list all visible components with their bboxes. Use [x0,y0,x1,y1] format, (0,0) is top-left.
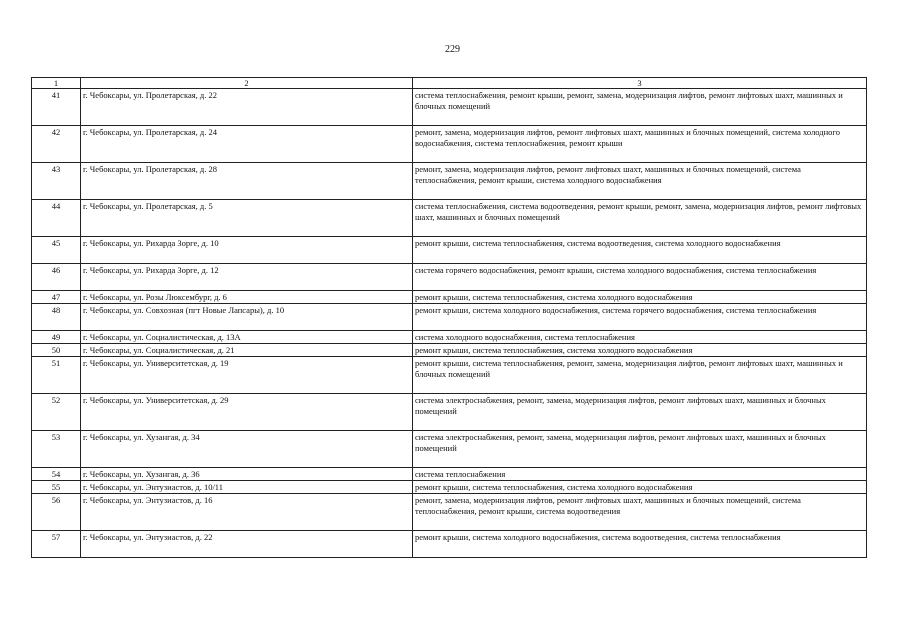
row-address: г. Чебоксары, ул. Пролетарская, д. 5 [81,200,413,237]
row-works: ремонт крыши, система теплоснабжения, система холодного водоснабжения [413,481,867,494]
row-works: система холодного водоснабжения, система теплоснабжения [413,331,867,344]
table-row [32,163,867,200]
row-number: 56 [32,494,81,531]
column-header-address: 2 [81,78,413,89]
table-row [32,394,867,431]
row-number: 47 [32,291,81,304]
row-number: 48 [32,304,81,331]
table-row [32,264,867,291]
row-address: г. Чебоксары, ул. Пролетарская, д. 22 [81,89,413,126]
row-number: 45 [32,237,81,264]
table-row [32,468,867,481]
row-number: 46 [32,264,81,291]
row-works: система электроснабжения, ремонт, замена, модернизация лифтов, ремонт лифтовых шахт, машинных и блочных помещений [413,431,867,468]
row-number: 57 [32,531,81,558]
row-works: ремонт крыши, система теплоснабжения, система холодного водоснабжения [413,291,867,304]
row-address: г. Чебоксары, ул. Социалистическая, д. 21 [81,344,413,357]
row-works: ремонт, замена, модернизация лифтов, ремонт лифтовых шахт, машинных и блочных помещений, система теплоснабжения, ремонт крыши, система водоотведения [413,494,867,531]
table-body [32,89,867,558]
row-works: ремонт крыши, система холодного водоснабжения, система водоотведения, система теплоснабжения [413,531,867,558]
table-row [32,357,867,394]
table-row [32,89,867,126]
row-number: 42 [32,126,81,163]
table-row [32,431,867,468]
row-works: система горячего водоснабжения, ремонт крыши, система холодного водоснабжения, система теплоснабжения [413,264,867,291]
row-number: 53 [32,431,81,468]
row-works: ремонт крыши, система теплоснабжения, ремонт, замена, модернизация лифтов, ремонт лифтовых шахт, машинных и блочных помещений [413,357,867,394]
page-number: 229 [445,44,460,55]
table-header-row [32,78,867,89]
row-address: г. Чебоксары, ул. Пролетарская, д. 28 [81,163,413,200]
row-works: ремонт крыши, система теплоснабжения, система холодного водоснабжения [413,344,867,357]
row-number: 41 [32,89,81,126]
row-works: система теплоснабжения, ремонт крыши, ремонт, замена, модернизация лифтов, ремонт лифтовых шахт, машинных и блочных помещений [413,89,867,126]
row-number: 43 [32,163,81,200]
table-row [32,304,867,331]
row-address: г. Чебоксары, ул. Пролетарская, д. 24 [81,126,413,163]
row-number: 55 [32,481,81,494]
row-address: г. Чебоксары, ул. Энтузиастов, д. 22 [81,531,413,558]
table-row [32,291,867,304]
row-number: 52 [32,394,81,431]
row-address: г. Чебоксары, ул. Социалистическая, д. 13А [81,331,413,344]
row-works: ремонт крыши, система холодного водоснабжения, система горячего водоснабжения, система теплоснабжения [413,304,867,331]
table-row [32,331,867,344]
column-header-works: 3 [413,78,867,89]
row-works: система теплоснабжения [413,468,867,481]
row-number: 49 [32,331,81,344]
table-row [32,481,867,494]
row-works: система теплоснабжения, система водоотведения, ремонт крыши, ремонт, замена, модернизация лифтов, ремонт лифтовых шахт, машинных и блочных помещений [413,200,867,237]
row-works: система электроснабжения, ремонт, замена, модернизация лифтов, ремонт лифтовых шахт, машинных и блочных помещений [413,394,867,431]
table-row [32,531,867,558]
row-address: г. Чебоксары, ул. Совхозная (пгт Новые Лапсары), д. 10 [81,304,413,331]
row-works: ремонт, замена, модернизация лифтов, ремонт лифтовых шахт, машинных и блочных помещений, система холодного водоснабжения, система теплоснабжения, ремонт крыши [413,126,867,163]
row-address: г. Чебоксары, ул. Энтузиастов, д. 16 [81,494,413,531]
table-row [32,200,867,237]
row-number: 54 [32,468,81,481]
row-address: г. Чебоксары, ул. Университетская, д. 29 [81,394,413,431]
table-row [32,126,867,163]
table-row [32,494,867,531]
table-row [32,237,867,264]
row-address: г. Чебоксары, ул. Розы Люксембург, д. 6 [81,291,413,304]
row-number: 44 [32,200,81,237]
column-header-number: 1 [32,78,81,89]
row-works: ремонт крыши, система теплоснабжения, система водоотведения, система холодного водоснабжения [413,237,867,264]
row-address: г. Чебоксары, ул. Энтузиастов, д. 10/11 [81,481,413,494]
row-works: ремонт, замена, модернизация лифтов, ремонт лифтовых шахт, машинных и блочных помещений, система теплоснабжения, ремонт крыши, система холодного водоснабжения [413,163,867,200]
row-address: г. Чебоксары, ул. Рихарда Зорге, д. 10 [81,237,413,264]
table-row [32,344,867,357]
row-number: 50 [32,344,81,357]
row-address: г. Чебоксары, ул. Рихарда Зорге, д. 12 [81,264,413,291]
works-table [31,77,867,558]
row-address: г. Чебоксары, ул. Университетская, д. 19 [81,357,413,394]
row-address: г. Чебоксары, ул. Хузангая, д. 36 [81,468,413,481]
row-address: г. Чебоксары, ул. Хузангая, д. 34 [81,431,413,468]
row-number: 51 [32,357,81,394]
